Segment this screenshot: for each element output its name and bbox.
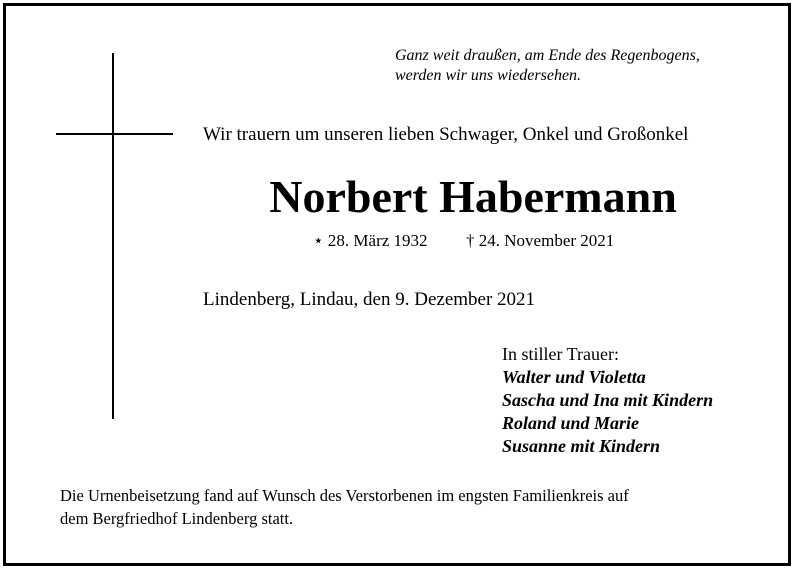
deceased-name: Norbert Habermann [269,171,677,222]
mourner-name: Sascha und Ina mit Kindern [502,390,714,410]
mourners-block [502,343,713,458]
quote-line-2: werden wir uns wiedersehen. [395,67,582,84]
quote-line-1: Ganz weit draußen, am Ende des Regenbogens, [395,47,700,64]
intro-text: Wir trauern um unseren lieben Schwager, Onkel und Großonkel [203,124,689,145]
birth-date: 28. März 1932 [327,231,428,250]
place-and-date: Lindenberg, Lindau, den 9. Dezember 2021 [203,289,536,310]
mourners-heading: In stiller Trauer: [502,344,619,364]
birth-star-icon: ⋆ [313,231,324,250]
mourners-list [502,366,713,458]
burial-notice [60,484,629,530]
obituary-frame [3,3,791,566]
mourner-name: Walter und Violetta [502,367,646,387]
life-dates [313,231,614,251]
quote [395,46,700,86]
death-cross-icon: † [466,231,475,250]
burial-notice-line-2: dem Bergfriedhof Lindenberg statt. [60,509,294,528]
cross-horizontal-bar [56,133,173,135]
death-date: 24. November 2021 [478,231,615,250]
mourner-name: Susanne mit Kindern [502,436,661,456]
cross-vertical-bar [112,53,114,419]
burial-notice-line-1: Die Urnenbeisetzung fand auf Wunsch des Verstorbenen im engsten Familienkreis auf [60,486,629,505]
mourner-name: Roland und Marie [502,413,640,433]
